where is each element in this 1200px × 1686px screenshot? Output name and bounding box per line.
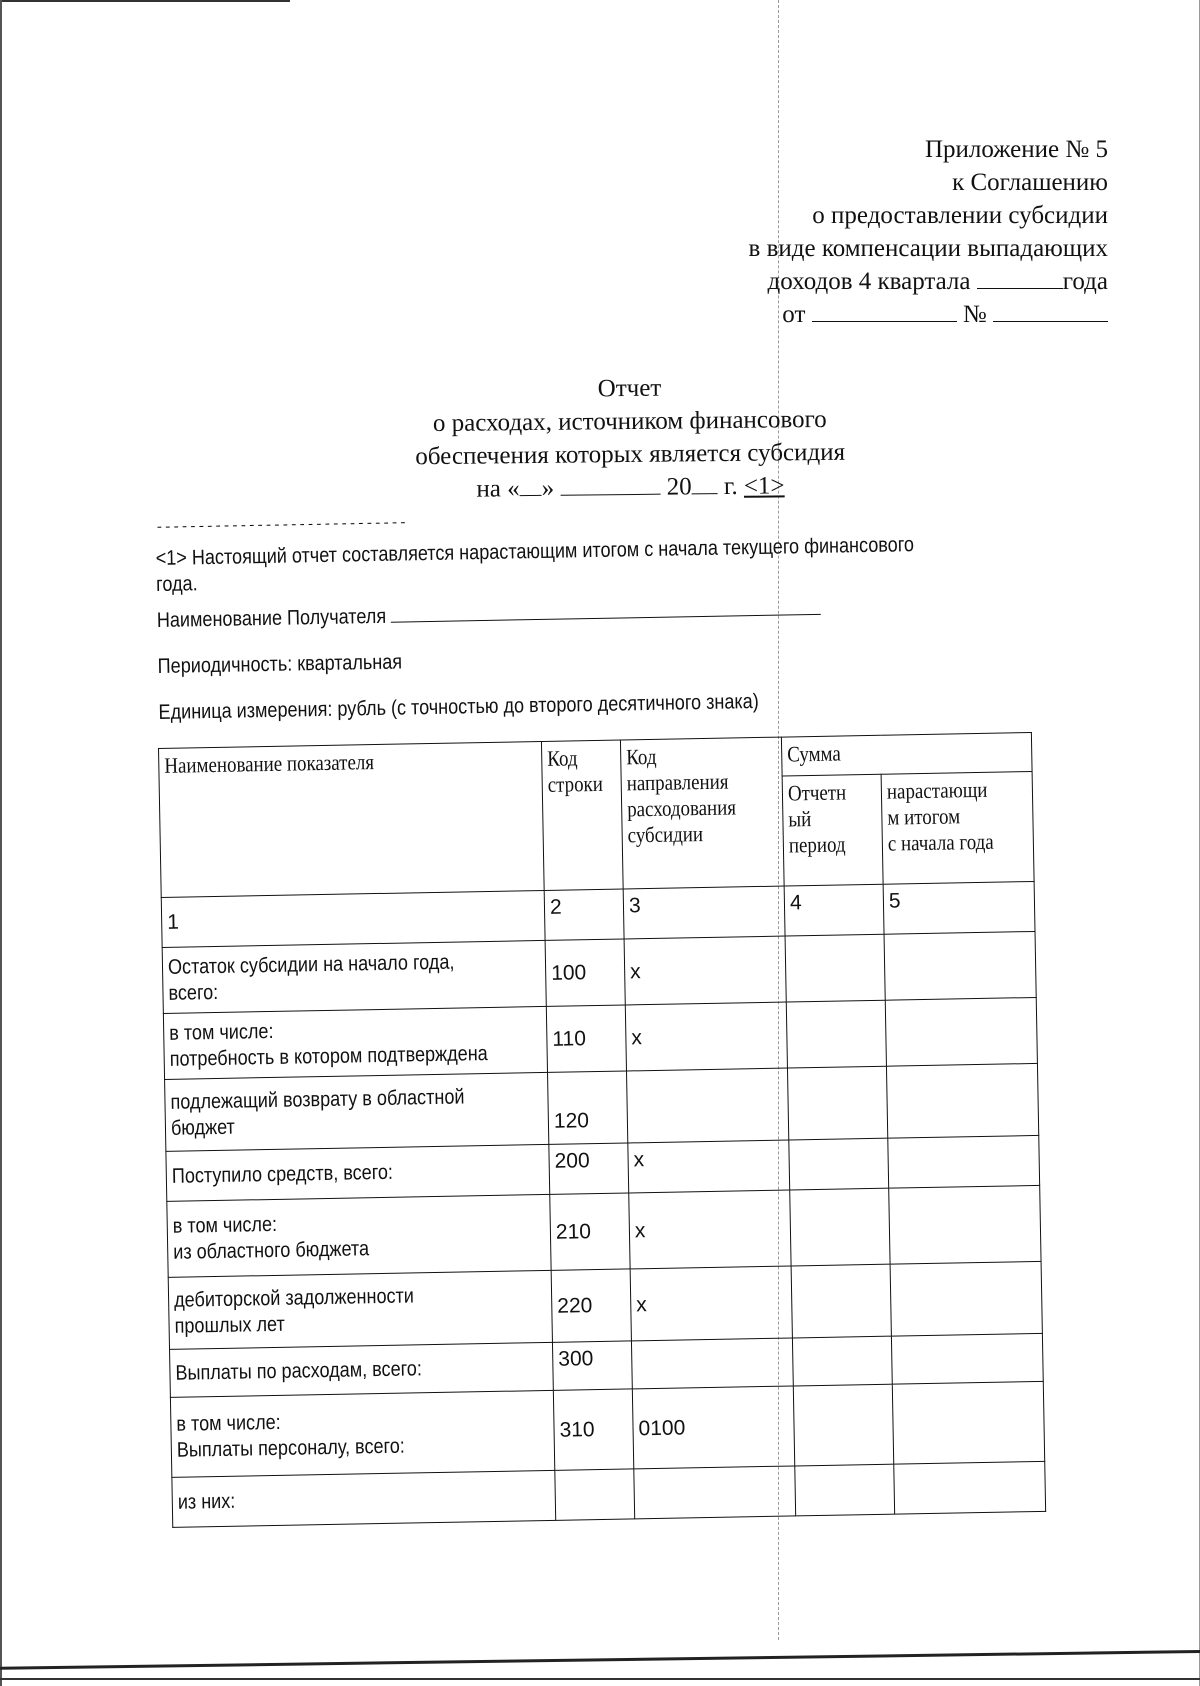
column-number-5: 5 [883,881,1035,934]
number-blank[interactable] [993,301,1108,322]
header-indicator-name: Наименование показателя [159,741,545,897]
row-direction-300 [631,1338,793,1389]
row-period-200[interactable] [789,1138,889,1190]
date-blank[interactable] [812,301,957,322]
report-title [329,369,930,507]
title-line-1: Отчет [597,374,662,403]
row-code-110: 110 [546,1005,626,1072]
row-name-of-which: из них: [172,1470,556,1527]
annex-year-label: года [1062,268,1108,295]
row-cumulative-210[interactable] [889,1185,1041,1264]
column-number-1: 1 [161,890,545,947]
scan-edge-bottom-2 [0,1678,1200,1680]
header-cumulative: нарастающи м итогом с начала года [881,771,1034,884]
date-open-quote: на « [476,475,520,503]
row-direction-210: x [629,1190,791,1269]
column-number-4: 4 [784,884,884,936]
report-table-wrap [158,732,1046,1528]
annex-from-label: от [782,301,806,328]
annex-number-sign: № [962,301,987,328]
scan-edge-top [0,0,290,2]
annex-line-3: о предоставлении субсидии [812,202,1108,229]
row-code-300: 300 [552,1341,632,1390]
recipient-input[interactable] [391,596,821,623]
row-cumulative-120[interactable] [886,1063,1038,1138]
row-direction-200: x [628,1140,790,1193]
header-reporting-period: Отчетн ый период [782,774,883,886]
row-name-200: Поступило средств, всего: [166,1144,550,1201]
row-code-220: 220 [551,1269,631,1342]
row-name-310: в том числе: Выплаты персоналу, всего: [170,1390,554,1477]
year-abbrev: г. [723,472,738,501]
row-name-120: подлежащий возврату в областной бюджет [165,1072,549,1151]
annex-header [749,133,1108,331]
footnote-separator: ------------------------------ [155,515,408,536]
row-name-110: в том числе: потребность в котором подтверждена [163,1006,547,1079]
row-period-120[interactable] [787,1066,887,1140]
annex-line-2: к Соглашению [952,169,1108,196]
row-code-200: 200 [549,1143,629,1194]
annex-line-6 [749,298,1108,331]
title-line-3: обеспечения которых является субсидия [415,438,846,471]
annex-line-1: Приложение № 5 [924,136,1108,163]
row-name-210: в том числе: из областного бюджета [167,1194,551,1277]
year-prefix: 20 [666,473,692,501]
header-sum: Сумма [781,732,1032,776]
scan-edge-left [0,0,2,1686]
annex-line-5 [749,265,1108,298]
periodicity-text: Периодичность: квартальная [157,650,403,678]
recipient-label: Наименование Получателя [156,604,387,632]
footnote-ref-link[interactable]: <1> [743,472,785,500]
row-direction-220: x [630,1266,792,1341]
row-name-220: дебиторской задолженности прошлых лет [168,1270,552,1349]
row-period-310[interactable] [793,1384,893,1466]
title-line-2: о расходах, источником финансового [432,405,827,438]
row-code-of-which[interactable] [555,1469,635,1520]
day-blank[interactable] [520,475,542,496]
row-code-210: 210 [550,1193,630,1270]
header-direction-code: Код направления расходования субсидии [620,737,784,889]
year-suffix-blank[interactable] [692,473,718,494]
annex-quarter-label: доходов 4 квартала [767,268,971,295]
row-cumulative-100[interactable] [884,931,1036,1000]
report-table [158,732,1046,1528]
row-cumulative-220[interactable] [890,1261,1042,1336]
row-direction-310: 0100 [632,1386,794,1469]
column-number-2: 2 [544,889,624,940]
annex-line-4: в виде компенсации выпадающих [748,235,1108,262]
unit-text: Единица измерения: рубль (с точностью до второго десятичного знака) [158,689,759,724]
row-period-110[interactable] [786,1000,886,1068]
footnote-text: <1> Настоящий отчет составляется нарастающим итогом с начала текущего финансового года. [155,533,915,596]
row-direction-120 [626,1068,788,1143]
row-code-310: 310 [553,1389,633,1470]
row-name-100: Остаток субсидии на начало года, всего: [162,940,546,1013]
column-number-3: 3 [623,886,785,939]
row-period-300[interactable] [792,1336,892,1386]
row-direction-100: x [624,936,786,1005]
year-blank[interactable] [977,268,1063,289]
recipient-row [157,593,957,634]
row-cumulative-of-which[interactable] [894,1461,1046,1514]
title-date-line [330,468,930,507]
row-cumulative-310[interactable] [892,1381,1044,1464]
row-period-of-which[interactable] [795,1464,895,1516]
row-cumulative-200[interactable] [888,1135,1040,1188]
preamble-block [155,503,1089,726]
row-direction-110: x [625,1002,787,1071]
row-cumulative-300[interactable] [891,1333,1043,1384]
row-code-120: 120 [548,1071,628,1144]
header-row-code: Код строки [541,740,623,890]
row-period-100[interactable] [785,934,885,1002]
row-cumulative-110[interactable] [885,997,1037,1066]
scan-edge-bottom [0,1650,1200,1670]
month-blank[interactable] [560,474,660,496]
row-direction-of-which[interactable] [634,1466,796,1519]
row-code-100: 100 [545,939,625,1006]
row-name-300: Выплаты по расходам, всего: [170,1342,554,1397]
row-period-210[interactable] [790,1188,890,1266]
row-period-220[interactable] [791,1264,891,1338]
date-close-quote: » [541,474,555,502]
